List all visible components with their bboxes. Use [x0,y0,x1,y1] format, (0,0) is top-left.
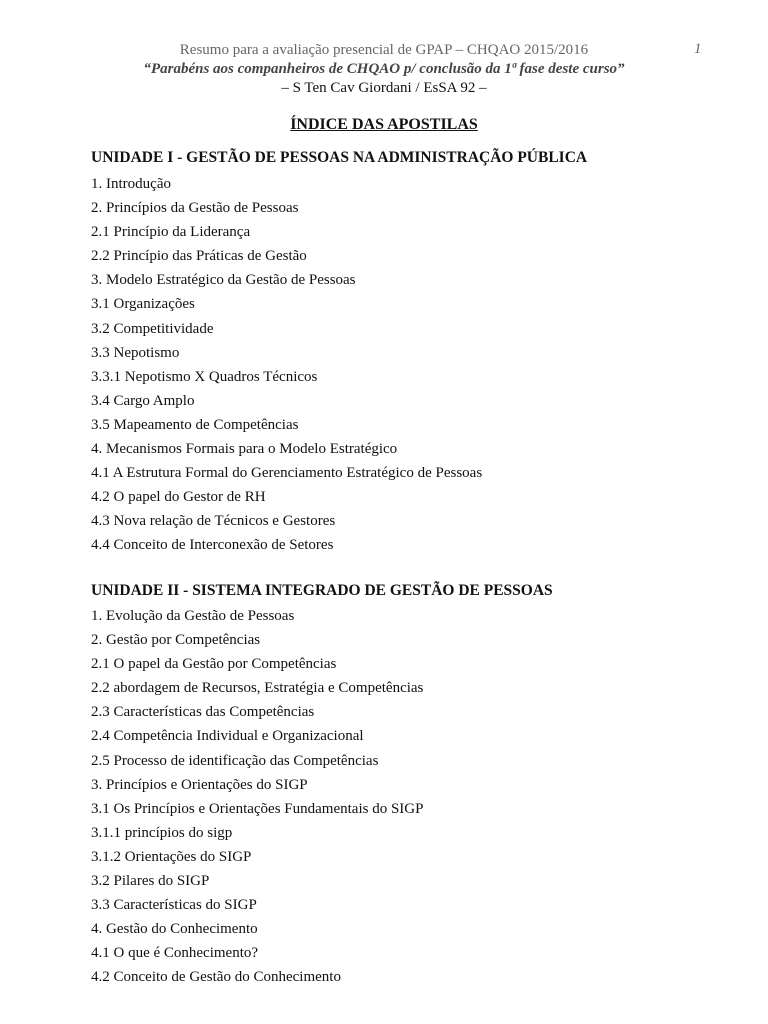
list-item: 3.1 Os Princípios e Orientações Fundamentais do SIGP [91,800,424,817]
list-item: 2.2 Princípio das Práticas de Gestão [91,248,307,265]
list-item: 3.2 Competitividade [91,320,214,337]
list-item: 3.1.1 princípios do sigp [91,824,233,841]
unit-1-item-list [91,175,482,561]
list-item: 4. Gestão do Conhecimento [91,921,258,938]
list-item: 4. Mecanismos Formais para o Modelo Estratégico [91,441,398,458]
list-item: 2.2 abordagem de Recursos, Estratégia e Competências [91,680,424,697]
header-congratulations-line: “Parabéns aos companheiros de CHQAO p/ conclusão da 1ª fase deste curso” [143,61,625,77]
list-item: 2.1 O papel da Gestão por Competências [91,656,337,673]
list-item: 2. Gestão por Competências [91,632,261,649]
list-item: 4.3 Nova relação de Técnicos e Gestores [91,513,336,530]
list-item: 3.3 Nepotismo [91,344,180,361]
header-author-line: – S Ten Cav Giordani / EsSA 92 – [281,80,487,96]
list-item: 2.1 Princípio da Liderança [91,224,251,241]
list-item: 2.4 Competência Individual e Organizacional [91,728,364,745]
list-item: 1. Introdução [91,176,171,192]
list-item: 3.3 Características do SIGP [91,897,257,914]
list-item: 3.5 Mapeamento de Competências [91,416,299,433]
header-course-line: Resumo para a avaliação presencial de GPAP – CHQAO 2015/2016 [179,42,589,58]
list-item: 2.5 Processo de identificação das Competências [91,752,379,769]
list-item: 3. Modelo Estratégico da Gestão de Pessoas [91,272,356,289]
list-item: 4.1 O que é Conhecimento? [91,945,259,962]
list-item: 3.3.1 Nepotismo X Quadros Técnicos [91,368,318,385]
list-item: 3.1.2 Orientações do SIGP [91,848,252,865]
page-header [0,41,768,98]
list-item: 2.3 Características das Competências [91,704,315,721]
list-item: 3. Princípios e Orientações do SIGP [91,776,308,793]
list-item: 3.4 Cargo Amplo [91,392,195,409]
list-item: 2. Princípios da Gestão de Pessoas [91,200,299,217]
unit-2-title: UNIDADE II - SISTEMA INTEGRADO DE GESTÃO DE PESSOAS [91,582,553,599]
list-item: 3.1 Organizações [91,296,195,313]
list-item: 4.2 O papel do Gestor de RH [91,489,266,506]
page-number: 1 [694,41,702,57]
list-item: 1. Evolução da Gestão de Pessoas [91,608,295,624]
list-item: 4.1 A Estrutura Formal do Gerenciamento Estratégico de Pessoas [91,465,483,482]
list-item: 4.2 Conceito de Gestão do Conhecimento [91,969,341,986]
unit-2-item-list [91,607,423,993]
list-item: 3.2 Pilares do SIGP [91,873,210,890]
unit-1-title: UNIDADE I - GESTÃO DE PESSOAS NA ADMINISTRAÇÃO PÚBLICA [91,149,588,166]
index-title: ÍNDICE DAS APOSTILAS [290,116,478,133]
list-item: 4.4 Conceito de Interconexão de Setores [91,537,334,554]
